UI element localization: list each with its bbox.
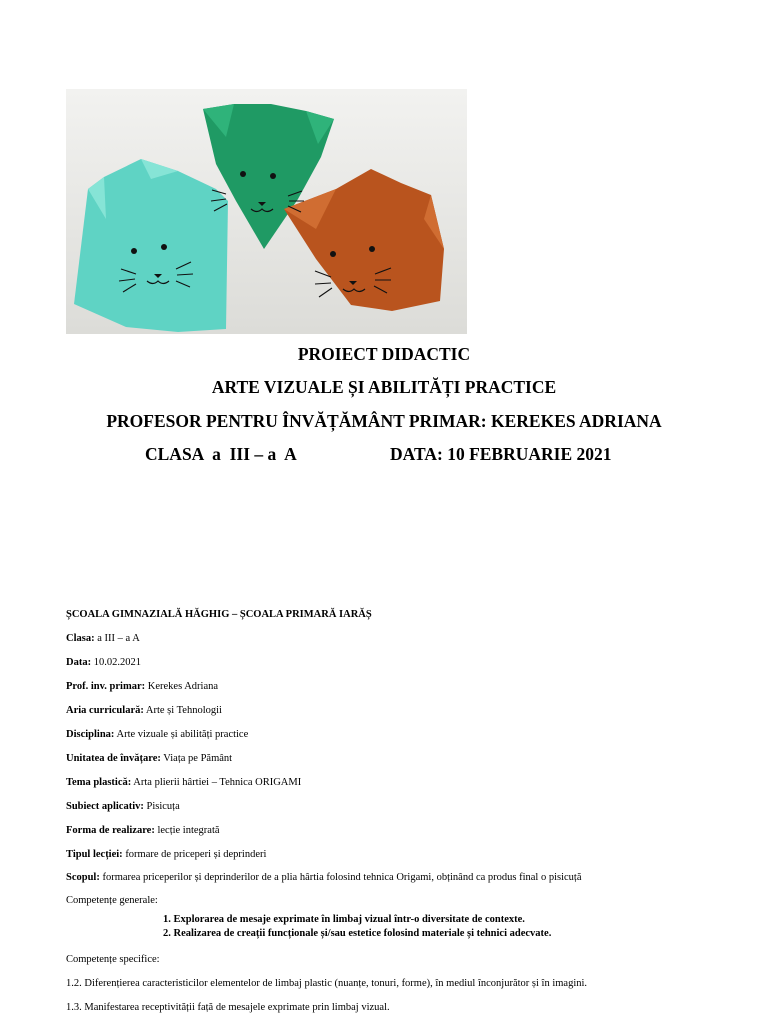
specific-competences-heading: Competențe specifice: xyxy=(66,954,160,965)
document-title: PROIECT DIDACTIC xyxy=(297,344,471,364)
detail-row-class xyxy=(66,632,726,646)
detail-value: Kerekes Adriana xyxy=(145,681,219,692)
detail-label: Disciplina: xyxy=(66,729,115,740)
detail-label: Tema plastică: xyxy=(66,777,132,788)
detail-value: Arta plierii hârtiei – Tehnica ORIGAMI xyxy=(131,777,302,788)
class-title: CLASA a III – a A xyxy=(145,444,297,464)
detail-value: 10.02.2021 xyxy=(91,657,141,668)
detail-row-discipline xyxy=(66,728,726,742)
detail-row-unit xyxy=(66,752,726,766)
detail-row-theme xyxy=(66,776,726,790)
detail-row-purpose xyxy=(66,871,726,885)
detail-value: Viața pe Pământ xyxy=(160,753,233,764)
detail-label: Data: xyxy=(66,657,92,668)
detail-value: Arte și Tehnologii xyxy=(143,705,222,716)
list-item: 1.2. Diferențierea caracteristicilor elementelor de limbaj plastic (nuanțe, tonuri, forme), în mediul înconjurător și în imagini. xyxy=(66,978,588,989)
detail-label: Prof. inv. primar: xyxy=(66,681,146,692)
detail-value: lecție integrată xyxy=(154,825,220,836)
detail-label: Subiect aplicativ: xyxy=(66,801,144,812)
detail-value: Pisicuța xyxy=(143,801,180,812)
detail-label: Unitatea de învățare: xyxy=(66,753,161,764)
detail-label: Tipul lecției: xyxy=(66,849,123,860)
teacher-title: PROFESOR PENTRU ÎNVĂȚĂMÂNT PRIMAR: KEREKES ADRIANA xyxy=(106,411,662,431)
detail-row-subject xyxy=(66,800,726,814)
detail-row-form xyxy=(66,824,726,838)
detail-label: Clasa: xyxy=(66,633,95,644)
general-competences-heading: Competențe generale: xyxy=(66,895,158,906)
list-item: 2. Realizarea de creații funcționale și/sau estetice folosind materiale și tehnici adecvate. xyxy=(163,928,552,939)
detail-row-area xyxy=(66,704,726,718)
detail-label: Aria curriculară: xyxy=(66,705,144,716)
list-item: 1. Explorarea de mesaje exprimate în limbaj vizual într-o diversitate de contexte. xyxy=(163,914,525,925)
detail-row-teacher xyxy=(66,680,726,694)
school-name: ȘCOALA GIMNAZIALĂ HĂGHIG – ȘCOALA PRIMARĂ IARĂȘ xyxy=(66,609,372,620)
list-item: 1.3. Manifestarea receptivității față de mesajele exprimate prin limbaj vizual. xyxy=(66,1002,390,1013)
general-competences-list xyxy=(163,914,723,942)
detail-label: Forma de realizare: xyxy=(66,825,155,836)
detail-row-date xyxy=(66,656,726,670)
detail-value: formare de priceperi și deprinderi xyxy=(122,849,267,860)
detail-value: formarea priceperilor și deprinderilor de a plia hârtia folosind tehnica Origami, obținând ca produs final o pisicuță xyxy=(99,872,582,883)
detail-value: a III – a A xyxy=(94,633,140,644)
detail-label: Scopul: xyxy=(66,872,100,883)
origami-cats-image xyxy=(66,89,467,334)
date-title: DATA: 10 FEBRUARIE 2021 xyxy=(390,444,612,464)
detail-value: Arte vizuale și abilități practice xyxy=(114,729,249,740)
detail-row-lesson-type xyxy=(66,848,726,862)
subject-title: ARTE VIZUALE ȘI ABILITĂȚI PRACTICE xyxy=(211,377,557,397)
